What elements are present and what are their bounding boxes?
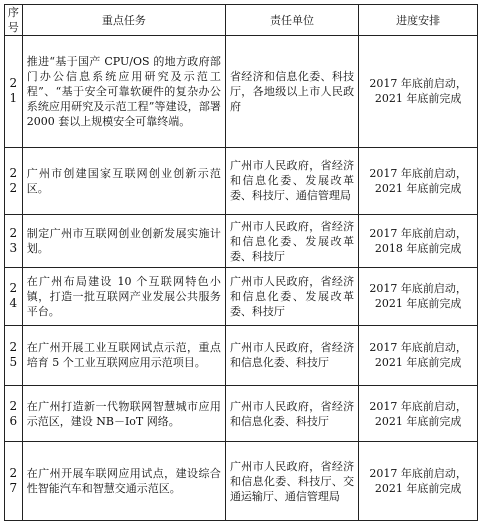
table-row <box>5 36 478 148</box>
table-row <box>5 442 478 521</box>
task-cell: 广州市创建国家互联网创业创新示范区。 <box>22 147 225 215</box>
row-number: 24 <box>5 268 23 325</box>
row-number: 26 <box>5 385 23 441</box>
row-number: 23 <box>5 215 23 268</box>
table-row <box>5 385 478 441</box>
schedule-cell: 2017 年底前启动， 2018 年底前完成 <box>359 215 478 268</box>
unit-cell: 广州市人民政府，省经济和信息化委、科技厅、交通运输厅、通信管理局 <box>225 442 358 521</box>
schedule-cell: 2017 年底前启动， 2021 年底前完成 <box>359 147 478 215</box>
unit-cell: 广州市人民政府，省经济和信息化委、发展改革委、科技厅 <box>225 268 358 325</box>
task-cell: 推进“基于国产 CPU/OS 的地方政府部门办公信息系统应用研究及示范工程”、“基于安全可靠软硬件的复杂办公系统应用研究及示范工程”等建设，部署2000 套以上规模安全可靠终端。 <box>22 36 225 148</box>
row-number: 22 <box>5 147 23 215</box>
row-number: 25 <box>5 325 23 385</box>
unit-cell: 广州市人民政府，省经济和信息化委、发展改革委、科技厅 <box>225 215 358 268</box>
schedule-cell: 2017 年底前启动， 2021 年底前完成 <box>359 325 478 385</box>
table-header-row <box>5 5 478 36</box>
schedule-cell: 2017 年底前启动， 2021 年底前完成 <box>359 385 478 441</box>
task-cell: 在广州布局建设 10 个互联网特色小镇，打造一批互联网产业发展公共服务平台。 <box>22 268 225 325</box>
schedule-cell: 2017 年底前启动， 2021 年底前完成 <box>359 36 478 148</box>
unit-cell: 广州市人民政府，省经济和信息化委、科技厅 <box>225 385 358 441</box>
header-schedule: 进度安排 <box>359 5 478 36</box>
task-cell: 在广州打造新一代物联网智慧城市应用示范区，建设 NB－IoT 网络。 <box>22 385 225 441</box>
unit-cell: 省经济和信息化委、科技厅，各地级以上市人民政府 <box>225 36 358 148</box>
unit-cell: 广州市人民政府，省经济和信息化委、发展改革委、科技厅、通信管理局 <box>225 147 358 215</box>
schedule-cell: 2017 年底前启动， 2021 年底前完成 <box>359 442 478 521</box>
task-cell: 制定广州市互联网创业创新发展实施计划。 <box>22 215 225 268</box>
header-task: 重点任务 <box>22 5 225 36</box>
header-unit: 责任单位 <box>225 5 358 36</box>
table-row <box>5 268 478 325</box>
unit-cell: 广州市人民政府，省经济和信息化委、科技厅 <box>225 325 358 385</box>
table-row <box>5 325 478 385</box>
row-number: 21 <box>5 36 23 148</box>
row-number: 27 <box>5 442 23 521</box>
table-row <box>5 147 478 215</box>
task-cell: 在广州开展工业互联网试点示范，重点培育 5 个工业互联网应用示范项目。 <box>22 325 225 385</box>
task-cell: 在广州开展车联网应用试点，建设综合性智能汽车和智慧交通示范区。 <box>22 442 225 521</box>
table-row <box>5 215 478 268</box>
header-no: 序号 <box>5 5 23 36</box>
task-table <box>4 4 478 521</box>
schedule-cell: 2017 年底前启动， 2021 年底前完成 <box>359 268 478 325</box>
